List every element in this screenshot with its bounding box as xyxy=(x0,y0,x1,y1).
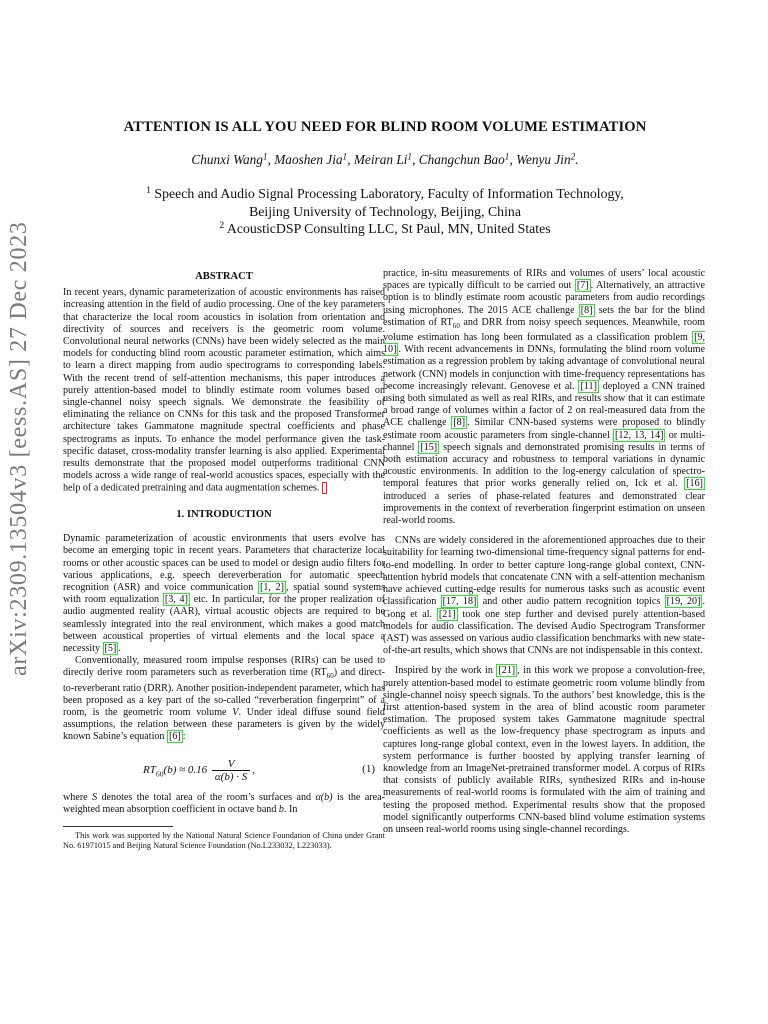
funding-footnote: This work was supported by the National Natural Science Foundation of China under Grant No. 61971015 and Beijing Natural Science Foundation (No.L233032, L223033). xyxy=(63,831,385,851)
abstract-heading: ABSTRACT xyxy=(195,271,253,282)
citation-link[interactable]: [7] xyxy=(576,280,589,292)
author-name: Maoshen Jia xyxy=(274,152,343,167)
citation-link[interactable]: [17, 18] xyxy=(442,596,477,608)
citation-link[interactable]: [21] xyxy=(438,608,456,620)
citation-link[interactable]: [12, 13, 14] xyxy=(615,429,664,441)
author-name: Meiran Li xyxy=(353,152,408,167)
author-name: Wenyu Jin xyxy=(516,152,571,167)
paper-title: ATTENTION IS ALL YOU NEED FOR BLIND ROOM VOLUME ESTIMATION xyxy=(123,119,647,135)
intro-paragraph: where S denotes the total area of the room’s surfaces and α(b) is the area-weighted mean absorption coefficient in octave band b. In xyxy=(63,791,385,815)
citation-link[interactable]: [16] xyxy=(686,478,703,490)
affiliations: $^1$ Speech and Audio Signal Processing Laboratory, Faculty of Information Technology, Beijing University of Technology, Beijing, China $^2$ AcousticDSP Consulting LLC, St Paul, MN, United States xyxy=(60,185,710,238)
citation-link[interactable]: [1, 2] xyxy=(259,581,284,593)
arxiv-identifier: arXiv:2309.13504v3 [eess.AS] 27 Dec 2023 xyxy=(6,221,32,676)
footnote-marker[interactable] xyxy=(322,482,327,494)
citation-link[interactable]: [8] xyxy=(453,417,466,429)
citation-link[interactable]: [21] xyxy=(498,665,516,677)
intro-paragraph: Dynamic parameterization of acoustic environments that users evolve has become an emerging topic in recent years. Parameters that characterize local rooms or other acoustic spaces can be used to model or design audio filters for various applications, e.g. speech dereverberation for automatic speech recognition (ASR) and voice communication [1, 2] , spatial sound systems with room equalization [3, 4] etc. In particular, for the proper realization of audio augmented reality (AAR), virtual acoustic objects are required to be seamlessly integrated into the real environment, which makes a good match between acoustical properties of virtual elements and the local space a necessity [5] . xyxy=(63,533,385,654)
citation-link[interactable]: [3, 4] xyxy=(164,594,188,606)
abstract-text: In recent years, dynamic parameterization of acoustic environments has raised increasing attention in the field of audio processing. One of the key parameters that characterize the local room acoustics in isolation from orientation and directivity of sources and receivers is the geometric room volume. Convolutional neural networks (CNNs) have been widely selected as the main models for conducting blind room acoustic parameter estimation, which aims to learn a direct mapping from audio spectrograms to corresponding labels. With the recent trend of self-attention mechanisms, this paper introduces a purely attention-based model to blindly estimate room volumes based on single-channel noisy speech signals. We demonstrate the feasibility of eliminating the reliance on CNNs for this task and the proposed Transformer architecture takes Gammatone magnitude spectral coefficients and phase spectrograms as inputs. To enhance the model performance given the task-specific dataset, cross-modality transfer learning is also applied. Experimental results demonstrate that the proposed model outperforms traditional CNN models across a wide range of real-world acoustics spaces, especially with the help of a dedicated pretraining and data augmentation schemes. xyxy=(63,287,385,494)
author-name: Chunxi Wang xyxy=(191,152,263,167)
footnote-divider xyxy=(63,826,173,827)
right-column xyxy=(383,268,705,836)
affiliation-1: Speech and Audio Signal Processing Laboratory, Faculty of Information Technology, xyxy=(154,186,624,201)
intro-paragraph: Inspired by the work in [21] , in this work we propose a convolution-free, purely attention-based model to estimate geometric room volume blindly from single-channel noisy speech signals. To the authors’ best knowledge, this is the first attention-based system in the area of blind acoustic room parameter estimation. The proposed system takes Gammatone magnitude spectral coefficients as well as the low-frequency phase spectrogram as inputs and captures long-range global context, even in the lowest layers. In addition, the system performance is further boosted by applying transfer learning of knowledge from an ImageNet-pretrained transformer model. A corpus of RIRs that consists of publicly available RIRs, synthesized RIRs and in-house measurements of real-world rooms is formulated with the aim of training and testing the proposed method. Experimental results show that the proposed model significantly outperforms CNN-based blind volume estimation systems on unseen real-world rooms using single-channel recordings. xyxy=(383,665,705,835)
author-name: Changchun Bao xyxy=(418,152,505,167)
left-column xyxy=(63,268,385,851)
citation-link[interactable]: [19, 20] xyxy=(666,596,701,608)
author-list: Chunxi Wang$^1$, Maoshen Jia$^1$, Meiran Li$^1$, Changchun Bao$^1$, Wenyu Jin$^2$. xyxy=(191,152,579,167)
affiliation-2: AcousticDSP Consulting LLC, St Paul, MN, United States xyxy=(226,221,551,236)
equation-number: (1) xyxy=(362,762,375,775)
affiliation-1-location: Beijing University of Technology, Beijing, China xyxy=(249,203,521,219)
section-heading-introduction: 1. INTRODUCTION xyxy=(176,508,272,520)
citation-link[interactable]: [11] xyxy=(580,380,597,392)
citation-link[interactable]: [5] xyxy=(104,643,117,654)
intro-paragraph: Conventionally, measured room impulse responses (RIRs) can be used to directly derive room parameters such as reverberation time $(RT_{60})$ and direct-to-reverberant ratio (DRR). Another position-independent parameter, which has been proposed as a key part of the so-called “reverberation fingerprint” of a room, is the geometric room volume V. Under ideal diffuse sound field assumptions, the relation between these parameters is given by the widely known Sabine’s equation [6] : xyxy=(63,655,385,743)
citation-link[interactable]: [9, 10] xyxy=(383,332,705,356)
intro-paragraph: CNNs are widely considered in the aforementioned approaches due to their suitability for learning two-dimensional time-frequency signal patterns for end-to-end modelling. In order to better capture long-range global context, CNN-attention hybrid models that concatenate CNN with a self-attention mechanism have achieved cutting-edge results for numerous tasks such as acoustic event classification [17, 18] and other audio pattern recognition topics [19, 20] . Gong et al. [21] took one step further and devised purely attention-based models for audio classification. The devised Audio Spectrogram Transformer (AST) was assessed on various audio classification benchmarks with new state-of-the-art results, which shows that CNNs are not indispensable in this context. xyxy=(383,535,705,657)
citation-link[interactable]: [6] xyxy=(169,731,181,743)
intro-paragraph: practice, in-situ measurements of RIRs and volumes of users’ local acoustic spaces are typically difficult to be carried out [7] . Alternatively, an attractive option is to blindly estimate room acoustic parameters from audio recordings using microphones. The 2015 ACE challenge [8] sets the bar for the blind estimation of $RT_{60}$ and DRR from noisy speech sequences. Meanwhile, room volume estimation has long been formulated as a classification problem [9, 10] . With recent advancements in DNNs, formulating the blind room volume estimation as a regression problem by taking advantage of convolutional neural network (CNN) models in conjunction with time-frequency representations has become increasingly relevant. Genovese et al. [11] deployed a CNN trained using both simulated as well as real RIRs, and results show that it can estimate a broad range of volumes within a factor of 2 on real-measured data from the ACE challenge [8] . Similar CNN-based systems were proposed to blindly estimate room acoustic parameters from single-channel [12, 13, 14] or multi-channel [15] speech signals and demonstrated promising results in terms of both estimation accuracy and robustness to temporal variations in dynamic acoustic environments. In addition to the log-energy calculation of spectro-temporal features that prior works generally relied on, Ick et al. [16] introduced a series of phase-related features and demonstrated clear improvements in the context of reverberation fingerprint estimation on unseen real-world rooms. xyxy=(383,268,705,527)
citation-link[interactable]: [8] xyxy=(580,304,593,316)
citation-link[interactable]: [15] xyxy=(420,441,438,453)
sabine-equation: $RT_{60}(b) \approx 0.16$ $\frac{V}{\alpha(b) \cdot S}$ , (1) xyxy=(143,757,375,783)
